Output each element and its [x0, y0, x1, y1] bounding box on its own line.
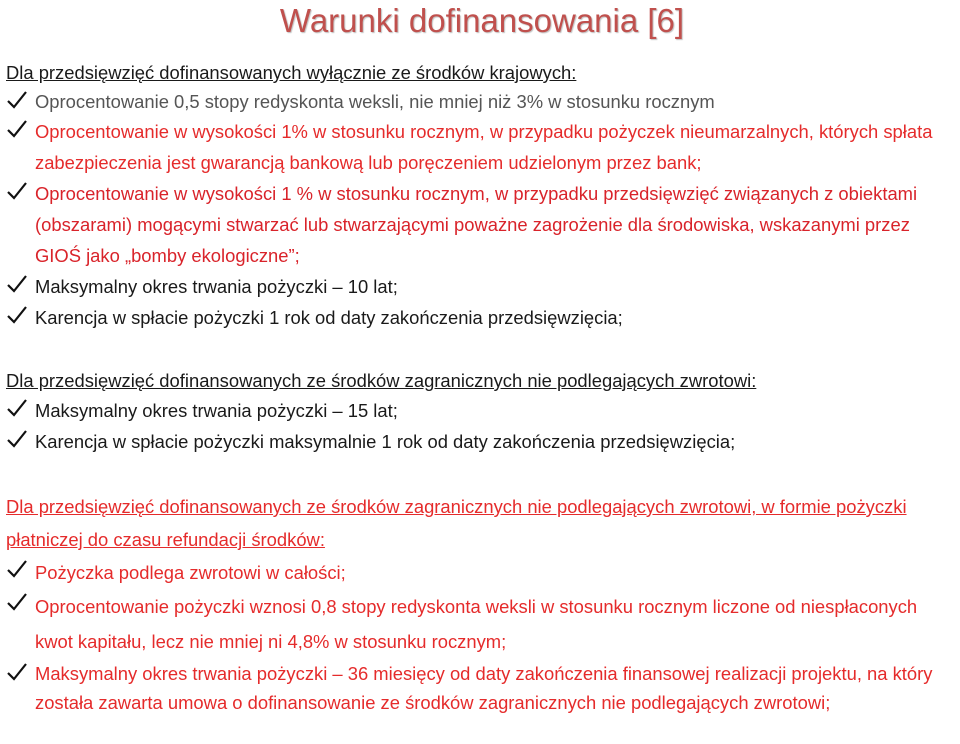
item-text: Karencja w spłacie pożyczki 1 rok od daty zakończenia przedsięwzięcia; [35, 307, 623, 328]
list-item [6, 116, 956, 178]
section2-heading: Dla przedsięwzięć dofinansowanych ze środków zagranicznych nie podlegających zwrotowi: [6, 370, 757, 391]
list-item [6, 271, 956, 302]
section3-heading: Dla przedsięwzięć dofinansowanych ze środków zagranicznych nie podlegających zwrotowi, w formie pożyczki płatniczej do czasu refundacji środków: [6, 496, 907, 550]
list-item [6, 87, 956, 116]
item-text: Karencja w spłacie pożyczki maksymalnie 1 rok od daty zakończenia przedsięwzięcia; [35, 431, 736, 452]
checkmark-icon [6, 119, 28, 139]
list-item [6, 659, 956, 717]
list-item [6, 302, 956, 333]
item-text: Oprocentowanie pożyczki wznosi 0,8 stopy redyskonta weksli w stosunku rocznym liczone od niespłaconych kwot kapitału, lecz nie mniej ni 4,8% w stosunku rocznym; [35, 596, 918, 652]
checkmark-icon [6, 429, 28, 449]
spacer [6, 457, 956, 490]
checkmark-icon [6, 398, 28, 418]
item-text: Maksymalny okres trwania pożyczki – 10 lat; [35, 276, 398, 297]
list-item [6, 395, 956, 426]
list-item [6, 556, 956, 589]
checkmark-icon [6, 662, 28, 682]
section1-heading: Dla przedsięwzięć dofinansowanych wyłącznie ze środków krajowych: [6, 62, 577, 83]
checkmark-icon [6, 90, 28, 110]
content [6, 58, 956, 717]
spacer [6, 333, 956, 366]
list-item [6, 589, 956, 659]
item-text: Pożyczka podlega zwrotowi w całości; [35, 562, 346, 583]
item-text: Maksymalny okres trwania pożyczki – 15 lat; [35, 400, 398, 421]
checkmark-icon [6, 274, 28, 294]
item-text: Oprocentowanie 0,5 stopy redyskonta weksli, nie mniej niż 3% w stosunku rocznym [35, 91, 715, 112]
item-text: Oprocentowanie w wysokości 1 % w stosunku rocznym, w przypadku przedsięwzięć związanych z obiektami (obszarami) mogącymi stwarzać lub stwarzającymi poważne zagrożenie dla środowiska, wskazanymi przez GIOŚ jako „bomby ekologiczne”; [35, 183, 918, 266]
item-text: Oprocentowanie w wysokości 1% w stosunku rocznym, w przypadku pożyczek nieumarzalnych, których spłata zabezpieczenia jest gwarancją bankową lub poręczeniem udzielonym przez bank; [35, 121, 933, 173]
list-item [6, 178, 956, 271]
item-text: Maksymalny okres trwania pożyczki – 36 miesięcy od daty zakończenia finansowej realizacji projektu, na który została zawarta umowa o dofinansowanie ze środków zagranicznych nie podlegających zwrotowi; [35, 663, 933, 713]
checkmark-icon [6, 305, 28, 325]
checkmark-icon [6, 592, 28, 612]
checkmark-icon [6, 559, 28, 579]
page-title: Warunki dofinansowania [6] [279, 2, 685, 39]
checkmark-icon [6, 181, 28, 201]
list-item [6, 426, 956, 457]
